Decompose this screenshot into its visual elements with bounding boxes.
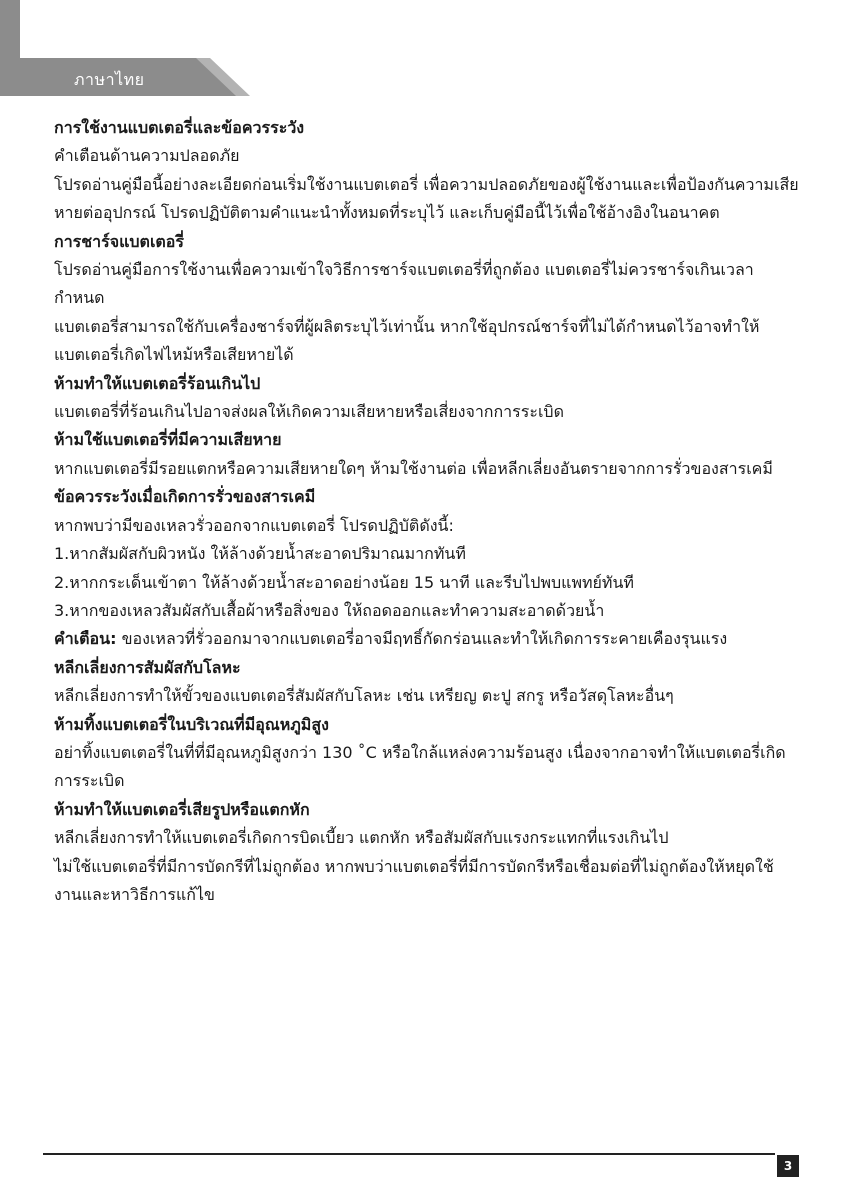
section-title-metal: หลีกเลี่ยงการสัมผัสกับโลหะ — [54, 657, 241, 677]
section-body-heat: อย่าทิ้งแบตเตอรี่ในที่ที่มีอุณหภูมิสูงกว่า 130 ˚C หรือใกล้แหล่งความร้อนสูง เนื่องจากอาจทำให้แบตเตอรี่เกิดการระเบิด — [54, 742, 786, 791]
section-body-deform-1: หลีกเลี่ยงการทำให้แบตเตอรี่เกิดการบิดเบี้ยว แตกหัก หรือสัมผัสกับแรงกระแทกที่แรงเกินไป — [54, 828, 669, 848]
leak-step-1: 1.หากสัมผัสกับผิวหนัง ให้ล้างด้วยน้ำสะอาดปริมาณมากทันที — [54, 544, 466, 564]
section-body-metal: หลีกเลี่ยงการทำให้ขั้วของแบตเตอรี่สัมผัสกับโลหะ เช่น เหรียญ ตะปู สกรู หรือวัสดุโลหะอื่นๆ — [54, 686, 674, 706]
section-body-damaged: หากแบตเตอรี่มีรอยแตกหรือความเสียหายใดๆ ห้ามใช้งานต่อ เพื่อหลีกเลี่ยงอันตรายจากการรั่วของสารเคมี — [54, 458, 773, 478]
section-title-heat: ห้ามทิ้งแบตเตอรี่ในบริเวณที่มีอุณหภูมิสูง — [54, 714, 329, 734]
section-title-damaged: ห้ามใช้แบตเตอรี่ที่มีความเสียหาย — [54, 430, 282, 450]
section-body-usage: โปรดอ่านคู่มือนี้อย่างละเอียดก่อนเริ่มใช้งานแบตเตอรี่ เพื่อความปลอดภัยของผู้ใช้งานและเพื่อป้องกันความเสียหายต่ออุปกรณ์ โปรดปฏิบัติตามคำแนะนำทั้งหมดที่ระบุไว้ และเก็บคู่มือนี้ไว้เพื่อใช้อ้างอิงในอนาคต — [54, 174, 799, 223]
section-title-deform: ห้ามทำให้แบตเตอรี่เสียรูปหรือแตกหัก — [54, 799, 310, 819]
leak-warning-label: คำเตือน: — [54, 629, 117, 649]
section-body-leak-intro: หากพบว่ามีของเหลวรั่วออกจากแบตเตอรี่ โปรดปฏิบัติดังนี้: — [54, 515, 454, 535]
leak-warning-text: ของเหลวที่รั่วออกมาจากแบตเตอรี่อาจมีฤทธิ์กัดกร่อนและทำให้เกิดการระคายเคืองรุนแรง — [116, 629, 728, 649]
section-title-usage: การใช้งานแบตเตอรี่และข้อควรระวัง — [54, 118, 305, 137]
page-number: 3 — [777, 1155, 799, 1177]
language-tab — [0, 0, 260, 100]
section-subtitle-safety: คำเตือนด้านความปลอดภัย — [54, 146, 240, 166]
document-body — [54, 114, 799, 909]
section-title-leak: ข้อควรระวังเมื่อเกิดการรั่วของสารเคมี — [54, 487, 316, 507]
footer-divider — [43, 1153, 775, 1155]
section-title-charging: การชาร์จแบตเตอรี่ — [54, 231, 184, 251]
section-title-overheat: ห้ามทำให้แบตเตอรี่ร้อนเกินไป — [54, 373, 261, 393]
section-body-charging-2: แบตเตอรี่สามารถใช้กับเครื่องชาร์จที่ผู้ผลิตระบุไว้เท่านั้น หากใช้อุปกรณ์ชาร์จที่ไม่ได้กำหนดไว้อาจทำให้แบตเตอรี่เกิดไฟไหม้หรือเสียหายได้ — [54, 316, 760, 365]
leak-warning — [54, 625, 799, 653]
section-body-deform-2: ไม่ใช้แบตเตอรี่ที่มีการบัดกรีที่ไม่ถูกต้อง หากพบว่าแบตเตอรี่ที่มีการบัดกรีหรือเชื่อมต่อที่ไม่ถูกต้องให้หยุดใช้งานและหาวิธีการแก้ไข — [54, 856, 774, 904]
section-body-charging-1: โปรดอ่านคู่มือการใช้งานเพื่อความเข้าใจวิธีการชาร์จแบตเตอรี่ที่ถูกต้อง แบตเตอรี่ไม่ควรชาร์จเกินเวลากำหนด — [54, 260, 754, 308]
section-body-overheat: แบตเตอรี่ที่ร้อนเกินไปอาจส่งผลให้เกิดความเสียหายหรือเสี่ยงจากการระเบิด — [54, 402, 564, 422]
leak-step-3: 3.หากของเหลวสัมผัสกับเสื้อผ้าหรือสิ่งของ ให้ถอดออกและทำความสะอาดด้วยน้ำ — [54, 600, 605, 620]
leak-step-2: 2.หากกระเด็นเข้าตา ให้ล้างด้วยน้ำสะอาดอย่างน้อย 15 นาที และรีบไปพบแพทย์ทันที — [54, 572, 634, 592]
language-label: ภาษาไทย — [74, 70, 145, 89]
